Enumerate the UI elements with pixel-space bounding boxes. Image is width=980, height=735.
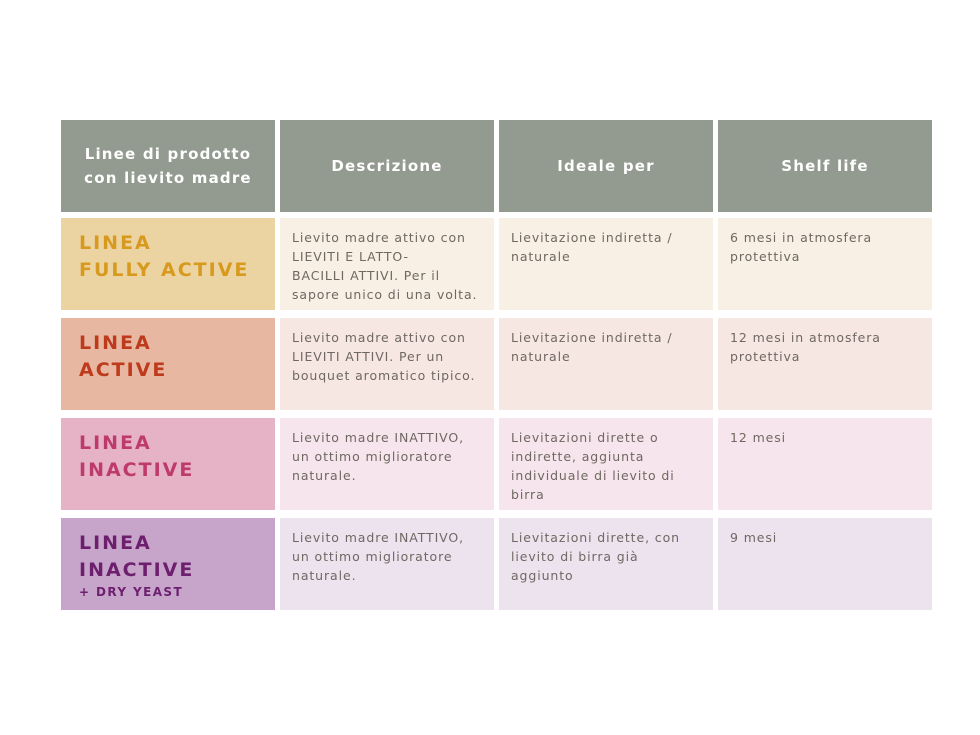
description-cell: Lievito madre attivo con LIEVITI E LATTO- BACILLI ATTIVI. Per il sapore unico di una volta. <box>280 218 494 310</box>
ideal-for-cell: Lievitazione indiretta / naturale <box>499 318 713 410</box>
header-shelf-life <box>718 120 932 212</box>
shelf-life-cell: 6 mesi in atmosfera protettiva <box>718 218 932 310</box>
row-label-line2: FULLY ACTIVE <box>79 259 250 281</box>
header-ideal-for-text: Ideale per <box>557 157 655 175</box>
header-product-lines <box>61 120 275 212</box>
row-label-line1: LINEA <box>79 532 152 554</box>
shelf-life-cell: 12 mesi in atmosfera protettiva <box>718 318 932 410</box>
ideal-for-cell: Lievitazione indiretta / naturale <box>499 218 713 310</box>
row-label-line2: INACTIVE <box>79 459 195 481</box>
description-cell: Lievito madre INATTIVO, un ottimo miglioratore naturale. <box>280 518 494 610</box>
row-label-line1: LINEA <box>79 232 152 254</box>
ideal-for-cell: Lievitazioni dirette o indirette, aggiunta individuale di lievito di birra <box>499 418 713 510</box>
row-label-line3: + DRY YEAST <box>79 585 184 599</box>
row-label-line2: ACTIVE <box>79 359 168 381</box>
row-label-line1: LINEA <box>79 332 152 354</box>
product-lines-table <box>61 120 933 610</box>
shelf-life-cell: 9 mesi <box>718 518 932 610</box>
row-label-line1: LINEA <box>79 432 152 454</box>
description-cell: Lievito madre INATTIVO, un ottimo miglioratore naturale. <box>280 418 494 510</box>
header-shelf-life-text: Shelf life <box>781 157 869 175</box>
shelf-life-cell: 12 mesi <box>718 418 932 510</box>
row-label-active <box>61 318 275 410</box>
ideal-for-cell: Lievitazioni dirette, con lievito di birra già aggiunto <box>499 518 713 610</box>
header-description-text: Descrizione <box>331 157 443 175</box>
description-cell: Lievito madre attivo con LIEVITI ATTIVI. Per un bouquet aromatico tipico. <box>280 318 494 410</box>
row-label-inactive <box>61 418 275 510</box>
row-label-inactive-dry-yeast <box>61 518 275 610</box>
header-product-lines-text: Linee di prodotto con lievito madre <box>84 145 252 187</box>
row-label-line2: INACTIVE <box>79 559 195 581</box>
header-description <box>280 120 494 212</box>
row-label-fully-active <box>61 218 275 310</box>
header-ideal-for <box>499 120 713 212</box>
